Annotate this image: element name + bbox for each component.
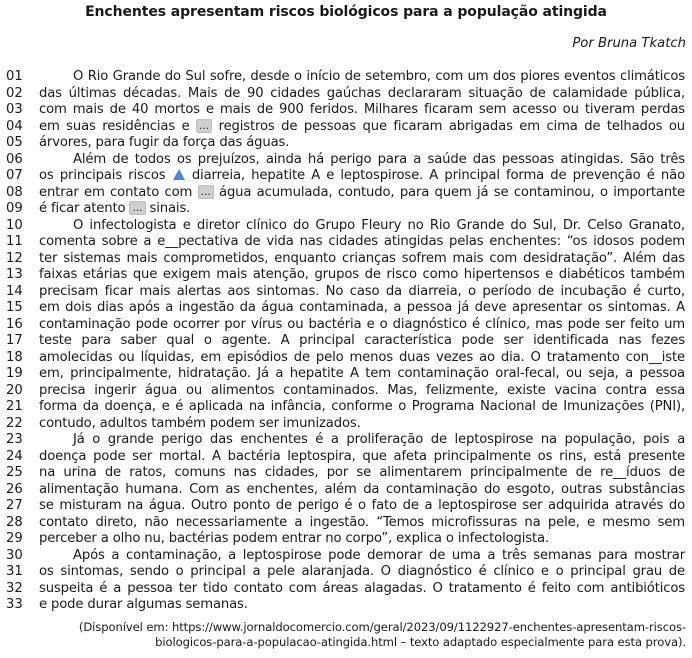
line-text [39, 119, 685, 136]
fill-in-blank: ... [198, 185, 214, 199]
line-number: 30 [6, 547, 23, 563]
text-line [0, 234, 692, 251]
line-number: 08 [6, 184, 23, 200]
line-text [39, 152, 685, 169]
text-segment: contato direto, não necessariamente a ingestão. “Temos microfissuras na pele, e mesmo sem [39, 514, 685, 530]
line-number: 06 [6, 151, 23, 167]
text-line [0, 482, 692, 499]
line-text [39, 234, 685, 251]
text-line [0, 597, 692, 614]
line-number: 13 [6, 267, 23, 282]
line-text [39, 548, 685, 565]
article-author: Por Bruna Tkatch [572, 36, 686, 51]
line-number: 19 [6, 366, 23, 381]
text-segment: perceber a olho nu, bactérias podem entrar no corpo”, explica o infectologista. [39, 531, 549, 546]
source-line-2: biologicos-para-a-populacao-atingida.html – texto adaptado especialmente para esta prova). [155, 635, 686, 649]
line-number: 29 [6, 531, 23, 546]
source-line-1: (Disponível em: https://www.jornaldocomercio.com/geral/2023/09/1122927-enchentes-apresentam-riscos- [78, 620, 686, 634]
text-segment: em dois dias após a ingestão da água contaminada, a pessoa já deve apresentar os sintomas. A [39, 300, 685, 315]
line-text [39, 333, 685, 350]
text-line [0, 135, 692, 152]
line-text [39, 300, 685, 317]
line-number: 32 [6, 580, 23, 596]
text-segment: contudo, adultos também podem ser imunizados. [39, 415, 361, 431]
line-number: 11 [6, 234, 23, 249]
text-line [0, 432, 692, 449]
text-segment: os principais riscos [39, 168, 172, 183]
text-segment: os sintomas, sendo o principal a pele alaranjada. O diagnóstico é clínico e o principal grau de [39, 564, 685, 579]
text-segment: em, principalmente, hidratação. Já a hepatite A tem contaminação oral-fecal, ou seja, a pessoa [39, 366, 685, 381]
line-number: 02 [6, 85, 23, 101]
text-line [0, 515, 692, 532]
text-segment: árvores, para fugir da força das águas. [39, 135, 290, 150]
text-segment: em suas residências e [39, 118, 197, 134]
text-segment: amolecidas ou líquidas, em episódios de pelo menos duas vezes ao dia. O tratamento con__iste [39, 349, 685, 365]
text-line [0, 383, 692, 400]
text-line [0, 267, 692, 284]
text-segment: doença pode ser mortal. A bactéria leptospira, que afeta principalmente os rins, está presente [39, 448, 685, 464]
line-number: 12 [6, 250, 23, 266]
text-segment: comenta sobre a e__pectativa de vida nas cidades atingidas pelas enchentes: “os idosos podem [39, 234, 685, 249]
line-text [39, 581, 685, 598]
line-text [39, 383, 685, 400]
text-segment: precisa ingerir água ou alimentos contaminados. Mas, felizmente, existe vacina contra essa [39, 382, 685, 398]
line-text [39, 251, 685, 268]
text-segment: e pode durar algumas semanas. [39, 597, 248, 612]
text-line [0, 498, 692, 515]
text-segment: Após a contaminação, a leptospirose pode demorar de uma a três semanas para mostrar [73, 547, 685, 563]
text-segment: contaminação pode ocorrer por vírus ou bactéria e o diagnóstico é clínico, mas pode ser feito um [39, 316, 685, 332]
text-line [0, 300, 692, 317]
line-text [39, 515, 685, 532]
source-citation [0, 620, 686, 650]
line-number: 04 [6, 118, 23, 134]
line-text [39, 284, 685, 301]
line-text [39, 531, 685, 548]
line-number: 09 [6, 201, 23, 216]
line-text [39, 185, 685, 202]
text-segment: alimentação humana. Com as enchentes, além da contaminação do esgoto, outras substâncias [39, 481, 685, 497]
line-number: 07 [6, 168, 23, 183]
text-segment: com mais de 40 mortos e mais de 900 feridos. Milhares ficaram sem acesso ou tiveram perdas [39, 102, 685, 117]
line-text [39, 102, 685, 119]
text-line [0, 185, 692, 202]
text-segment: se misturam na água. Outro ponto de perigo é o fato de a leptospirose ser adquirida através do [39, 498, 685, 513]
line-text [39, 317, 685, 334]
line-text [39, 416, 685, 433]
text-segment: diarreia, hepatite A e leptospirose. A principal forma de prevenção é não [185, 168, 685, 183]
text-line [0, 251, 692, 268]
text-segment: O infectologista e diretor clínico do Grupo Fleury no Rio Grande do Sul, Dr. Celso Granato, [73, 217, 685, 233]
line-number: 24 [6, 448, 23, 464]
text-segment: O Rio Grande do Sul sofre, desde o início de setembro, com um dos piores eventos climáticos [73, 69, 685, 84]
line-number: 14 [6, 283, 23, 299]
text-line [0, 168, 692, 185]
article-body [0, 69, 692, 614]
article-title: Enchentes apresentam riscos biológicos para a população atingida [85, 4, 607, 20]
text-line [0, 102, 692, 119]
line-number: 20 [6, 382, 23, 398]
line-number: 28 [6, 514, 23, 530]
text-line [0, 416, 692, 433]
line-number: 17 [6, 333, 23, 348]
line-number: 22 [6, 415, 23, 431]
line-number: 16 [6, 316, 23, 332]
text-segment: teste para saber qual o agente. A principal característica pode ser identificada nas fezes [39, 333, 685, 348]
line-text [39, 366, 685, 383]
text-line [0, 86, 692, 103]
text-segment: registros de pessoas que ficaram abrigadas em cima de telhados ou [212, 118, 685, 134]
text-line [0, 201, 692, 218]
text-segment: é ficar atento [39, 201, 130, 216]
line-text [39, 86, 685, 103]
line-text [39, 135, 685, 152]
line-number: 01 [6, 69, 23, 84]
line-number: 25 [6, 465, 23, 480]
text-line [0, 366, 692, 383]
text-line [0, 152, 692, 169]
line-number: 03 [6, 102, 23, 117]
text-line [0, 119, 692, 136]
line-text [39, 218, 685, 235]
text-line [0, 399, 692, 416]
line-text [39, 482, 685, 499]
line-text [39, 449, 685, 466]
line-text [39, 267, 685, 284]
line-text [39, 465, 685, 482]
text-line [0, 284, 692, 301]
text-line [0, 449, 692, 466]
line-text [39, 168, 685, 185]
line-text [39, 597, 685, 614]
line-number: 33 [6, 597, 23, 612]
text-line [0, 564, 692, 581]
text-segment: ter sistemas mais comprometidos, enquanto crianças sofrem mais com desidratação”. Além das [39, 250, 685, 266]
text-segment: na urina de ratos, comuns nas cidades, por se alimentarem principalmente de re__íduos de [39, 465, 685, 480]
triangle-marker-icon [173, 169, 185, 180]
line-number: 26 [6, 481, 23, 497]
text-segment: entrar em contato com [39, 184, 198, 200]
text-segment: precisam ficar mais alertas aos sintomas. No caso da diarreia, o período de incubação é curto, [39, 283, 685, 299]
line-number: 21 [6, 399, 23, 414]
line-text [39, 498, 685, 515]
text-line [0, 548, 692, 565]
line-text [39, 350, 685, 367]
text-line [0, 69, 692, 86]
line-text [39, 69, 685, 86]
text-line [0, 531, 692, 548]
fill-in-blank: ... [129, 201, 145, 215]
line-text [39, 564, 685, 581]
line-number: 18 [6, 349, 23, 365]
line-number: 27 [6, 498, 23, 513]
line-number: 31 [6, 564, 23, 579]
text-line [0, 350, 692, 367]
line-number: 23 [6, 432, 23, 447]
line-number: 10 [6, 217, 23, 233]
text-line [0, 317, 692, 334]
line-number: 15 [6, 300, 23, 315]
line-text [39, 399, 685, 416]
text-segment: faixas etárias que exigem mais atenção, grupos de risco como hipertensos e diabéticos também [39, 267, 685, 282]
line-text [39, 201, 685, 218]
text-segment: suspeita é a pessoa ter tido contato com áreas alagadas. O tratamento é feito com antibióticos [39, 580, 685, 596]
text-segment: das últimas décadas. Mais de 90 cidades gaúchas declararam situação de calamidade pública, [39, 85, 685, 101]
text-line [0, 218, 692, 235]
text-segment: Já o grande perigo das enchentes é a proliferação de leptospirose na população, pois a [73, 432, 685, 447]
fill-in-blank: ... [196, 119, 212, 133]
line-number: 05 [6, 135, 23, 150]
text-segment: água acumulada, contudo, para quem já se contaminou, o importante [213, 184, 686, 200]
text-line [0, 333, 692, 350]
text-line [0, 581, 692, 598]
text-segment: Além de todos os prejuízos, ainda há perigo para a saúde das pessoas atingidas. São três [73, 151, 685, 167]
text-segment: forma da doença, e é aplicada na infância, conforme o Programa Nacional de Imunizações (PNI), [39, 399, 685, 414]
line-text [39, 432, 685, 449]
text-segment: sinais. [145, 201, 191, 216]
text-line [0, 465, 692, 482]
